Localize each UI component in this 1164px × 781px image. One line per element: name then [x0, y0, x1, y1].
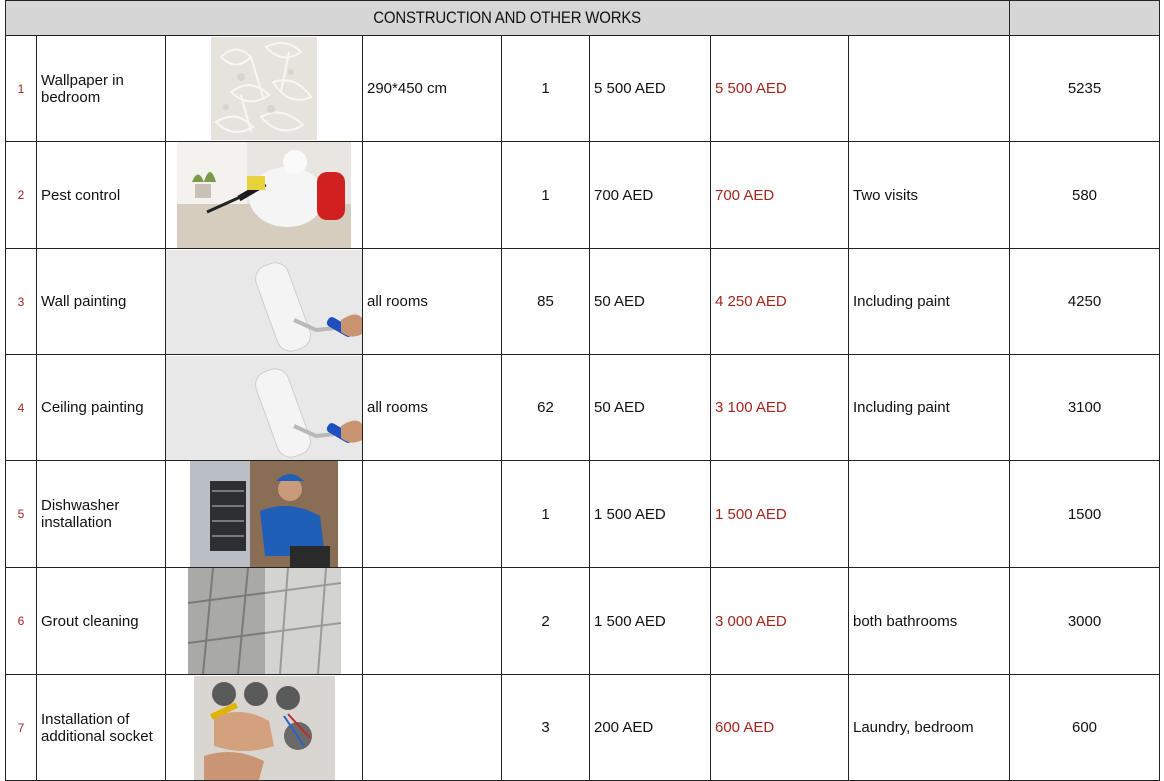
- item-qty: 1: [502, 142, 590, 249]
- item-amount: 600: [1010, 675, 1160, 781]
- table-row: [6, 461, 1160, 568]
- item-note: [849, 36, 1010, 142]
- item-note: both bathrooms: [849, 568, 1010, 675]
- item-qty: 85: [502, 249, 590, 355]
- item-note: Laundry, bedroom: [849, 675, 1010, 781]
- item-size: all rooms: [363, 249, 502, 355]
- item-size: [363, 568, 502, 675]
- item-name: Dishwasher installation: [37, 461, 166, 568]
- item-name: Installation of additional socket: [37, 675, 166, 781]
- line-total: 3 000 AED: [711, 568, 849, 675]
- item-size: [363, 142, 502, 249]
- item-image: [166, 36, 363, 142]
- socket-installation-image: [194, 676, 335, 780]
- header-empty-cell: [1010, 1, 1160, 36]
- section-title: CONSTRUCTION AND OTHER WORKS: [6, 1, 1010, 36]
- item-name: Wallpaper in bedroom: [37, 36, 166, 142]
- item-qty: 1: [502, 461, 590, 568]
- item-name: Grout cleaning: [37, 568, 166, 675]
- table-row: [6, 355, 1160, 461]
- row-number: 6: [6, 568, 37, 675]
- item-image: [166, 249, 363, 355]
- line-total: 5 500 AED: [711, 36, 849, 142]
- row-number: 4: [6, 355, 37, 461]
- item-note: [849, 461, 1010, 568]
- item-size: [363, 675, 502, 781]
- item-image: [166, 568, 363, 675]
- item-size: 290*450 cm: [363, 36, 502, 142]
- works-table: [5, 0, 1160, 781]
- item-qty: 3: [502, 675, 590, 781]
- item-amount: 580: [1010, 142, 1160, 249]
- item-amount: 1500: [1010, 461, 1160, 568]
- unit-price: 700 AED: [590, 142, 711, 249]
- item-amount: 3000: [1010, 568, 1160, 675]
- item-qty: 1: [502, 36, 590, 142]
- line-total: 600 AED: [711, 675, 849, 781]
- line-total: 4 250 AED: [711, 249, 849, 355]
- wallpaper-image: [211, 37, 317, 140]
- line-total: 3 100 AED: [711, 355, 849, 461]
- item-name: Pest control: [37, 142, 166, 249]
- item-size: all rooms: [363, 355, 502, 461]
- unit-price: 50 AED: [590, 249, 711, 355]
- table-row: [6, 142, 1160, 249]
- pest-control-image: [177, 142, 351, 248]
- table-row: [6, 568, 1160, 675]
- item-qty: 62: [502, 355, 590, 461]
- table-row: [6, 675, 1160, 781]
- item-qty: 2: [502, 568, 590, 675]
- wall-painting-image: [166, 250, 362, 354]
- dishwasher-image: [190, 461, 338, 567]
- item-amount: 3100: [1010, 355, 1160, 461]
- line-total: 1 500 AED: [711, 461, 849, 568]
- unit-price: 1 500 AED: [590, 461, 711, 568]
- item-note: Including paint: [849, 249, 1010, 355]
- item-note: Including paint: [849, 355, 1010, 461]
- table-row: [6, 36, 1160, 142]
- row-number: 7: [6, 675, 37, 781]
- item-name: Ceiling painting: [37, 355, 166, 461]
- unit-price: 200 AED: [590, 675, 711, 781]
- row-number: 5: [6, 461, 37, 568]
- table-row: [6, 249, 1160, 355]
- row-number: 3: [6, 249, 37, 355]
- row-number: 2: [6, 142, 37, 249]
- item-size: [363, 461, 502, 568]
- ceiling-painting-image: [166, 356, 362, 460]
- unit-price: 5 500 AED: [590, 36, 711, 142]
- item-image: [166, 675, 363, 781]
- item-amount: 4250: [1010, 249, 1160, 355]
- item-name: Wall painting: [37, 249, 166, 355]
- line-total: 700 AED: [711, 142, 849, 249]
- grout-cleaning-image: [188, 568, 341, 674]
- item-image: [166, 355, 363, 461]
- item-image: [166, 142, 363, 249]
- item-note: Two visits: [849, 142, 1010, 249]
- unit-price: 1 500 AED: [590, 568, 711, 675]
- row-number: 1: [6, 36, 37, 142]
- item-amount: 5235: [1010, 36, 1160, 142]
- item-image: [166, 461, 363, 568]
- unit-price: 50 AED: [590, 355, 711, 461]
- section-header-row: [6, 1, 1160, 36]
